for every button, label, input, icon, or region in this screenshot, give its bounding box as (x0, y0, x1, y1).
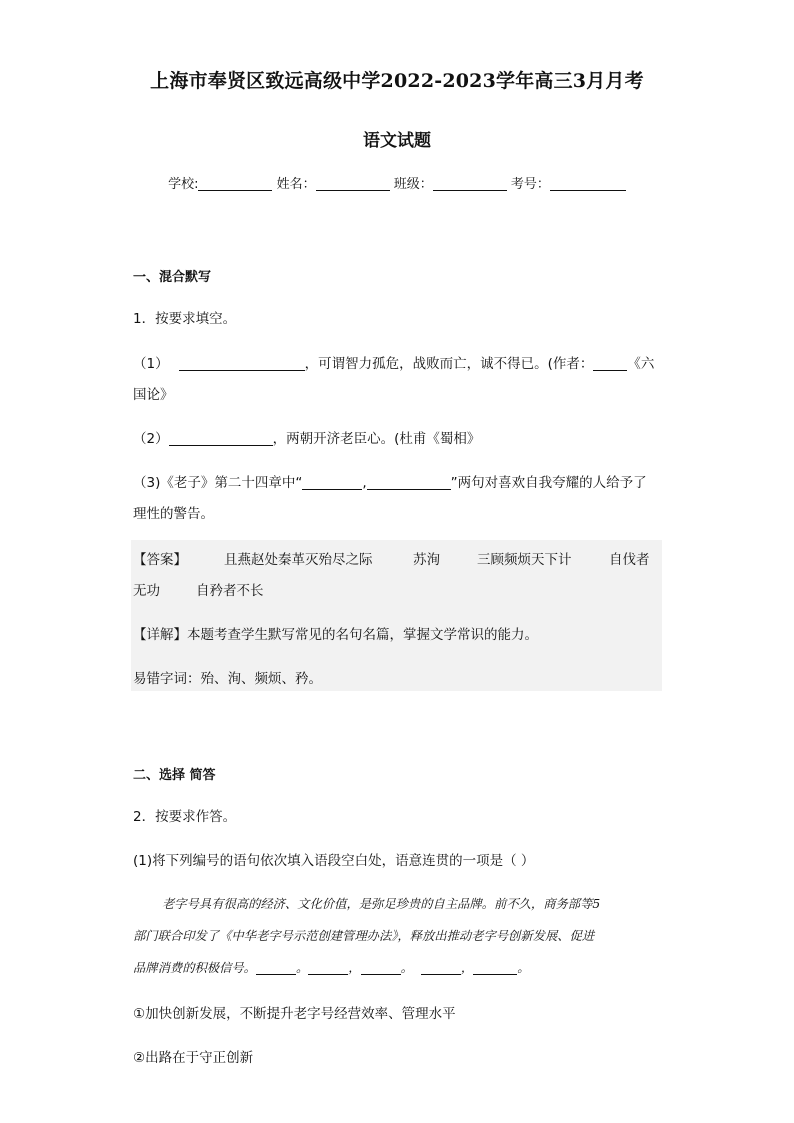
passage-sep-1: 。 (295, 961, 309, 975)
name-label: 姓名： (276, 177, 316, 192)
answer-5: 自矜者不长 (196, 583, 264, 599)
item-1-end: 《六 (627, 356, 655, 372)
item-3-blank-a[interactable] (302, 475, 362, 490)
name-blank[interactable] (316, 176, 390, 191)
passage-line-1: 老字号具有很高的经济、文化价值，是弥足珍贵的自主品牌。前不久，商务部等5 (162, 897, 601, 911)
answer-line-2 (133, 579, 264, 599)
page-title: 上海市奉贤区致远高级中学2022-2023学年高三3月月考 (150, 70, 644, 92)
passage-sep-3: 。 (400, 961, 413, 975)
item-3-comma: , (362, 475, 367, 491)
item-2-text: ，两朝开济老臣心。(杜甫《蜀相》 (272, 431, 481, 447)
passage-line-3 (133, 958, 530, 976)
answer-box (131, 540, 662, 691)
class-blank[interactable] (433, 176, 507, 191)
question-1: 1．按要求填空。 (133, 311, 237, 327)
section-heading-1: 一、混合默写 (133, 270, 212, 285)
passage-sep-4: ， (460, 961, 474, 975)
question-1-item-3-cont: 理性的警告。 (133, 506, 214, 522)
option-2: ②出路在于守正创新 (133, 1050, 254, 1066)
passage-blank-5[interactable] (473, 961, 517, 975)
school-label: 学校: (168, 177, 199, 192)
item-2-blank[interactable] (169, 431, 273, 446)
school-blank[interactable] (198, 176, 272, 191)
answer-4-cont: 无功 (133, 583, 160, 599)
passage-sep-2: ， (348, 961, 361, 975)
exam-number-blank[interactable] (550, 176, 626, 191)
item-1-text: ，可谓智力孤危，战败而亡，诚不得已。(作者： (304, 356, 594, 372)
answer-3: 三顾频烦天下计 (477, 552, 572, 568)
question-1-item-1-cont: 国论》 (133, 387, 174, 403)
item-1-blank[interactable] (179, 356, 305, 371)
item-3-text: ”两句对喜欢自我夸耀的人给予了 (450, 475, 647, 491)
class-label: 班级： (393, 177, 433, 192)
passage-blank-2[interactable] (308, 961, 348, 975)
item-1-author-blank[interactable] (593, 356, 627, 371)
answer-1: 且燕赵处秦革灭殆尽之际 (224, 552, 373, 568)
section-heading-2: 二、选择 简答 (133, 768, 216, 783)
item-3-blank-b[interactable] (367, 475, 451, 490)
passage-line-3-text: 品牌消费的积极信号。 (133, 961, 256, 975)
option-1: ①加快创新发展，不断提升老字号经营效率、管理水平 (133, 1006, 456, 1022)
question-1-item-1 (133, 352, 654, 372)
answer-errors: 易错字词：殆、洵、频烦、矜。 (133, 671, 322, 687)
answer-line-1 (133, 548, 650, 568)
passage-blank-1[interactable] (256, 961, 296, 975)
passage-blank-4[interactable] (421, 961, 461, 975)
item-3-prefix: （3)《老子》第二十四章中“ (133, 475, 303, 491)
question-2-sub-1: (1)将下列编号的语句依次填入语段空白处，语意连贯的一项是（ ） (133, 853, 535, 869)
answer-4: 自伐者 (609, 552, 650, 568)
passage-line-2: 部门联合印发了《中华老字号示范创建管理办法》，释放出推动老字号创新发展、促进 (133, 929, 595, 943)
answer-2: 苏洵 (413, 552, 440, 568)
exam-number-label: 考号： (510, 177, 550, 192)
item-1-prefix: （1） (133, 356, 169, 372)
student-info-line (0, 173, 794, 192)
page-subtitle: 语文试题 (363, 131, 431, 151)
answer-detail: 【详解】本题考查学生默写常见的名句名篇，掌握文学常识的能力。 (133, 627, 538, 643)
answer-label: 【答案】 (133, 552, 187, 568)
question-1-item-2 (133, 427, 480, 447)
passage-sep-5: 。 (517, 961, 530, 975)
item-2-prefix: （2） (133, 431, 169, 447)
question-2: 2．按要求作答。 (133, 809, 237, 825)
passage-blank-3[interactable] (361, 961, 401, 975)
question-1-item-3 (133, 471, 647, 491)
